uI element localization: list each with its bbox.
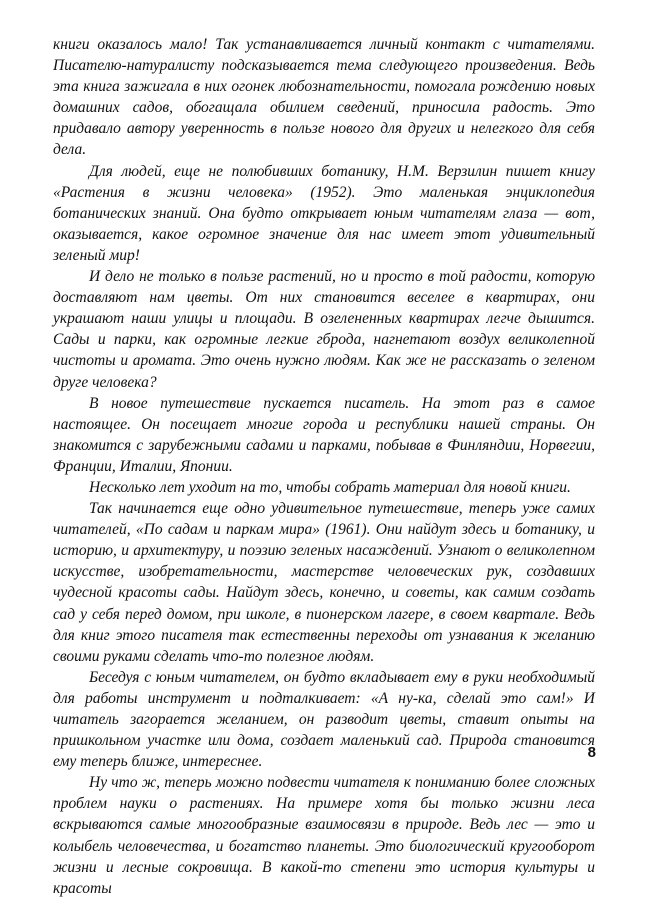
body-text	[53, 34, 595, 899]
paragraph-material: Несколько лет уходит на то, чтобы собрать материал для новой книги.	[89, 478, 571, 496]
paragraph-verzilin-book: Для людей, еще не полюбивших ботанику, Н.М. Верзилин пишет книгу «Растения в жизни человека» (1952). Это маленькая энциклопедия ботанических знаний. Она будто открывает юным читателям глаза — вот, оказывается, какое огромное значение для нас имеет этот удивительный зеленый мир!	[53, 162, 595, 264]
paragraph-continued: книги оказалось мало! Так устанавливается личный контакт с читателями. Писателю-натуралисту подсказывается тема следующего произведения. Ведь эта книга зажигала в них огонек любознательности, помогала рождению новых домашних садов, обогащала обилием сведений, приносила радость. Это придавало автору уверенность в пользе нового для других и нелегкого для себя дела.	[53, 36, 595, 159]
paragraph-young-reader: Беседуя с юным читателем, он будто вкладывает ему в руки необходимый для работы инструмент и подталкивает: «А ну-ка, сделай это сам!» И читатель загорается желанием, он разводит цветы, ставит опыты на пришкольном участке или дома, создает маленький сад. Природа становится ему теперь ближе, интереснее.	[53, 668, 595, 771]
paragraph-forest-life: Ну что ж, теперь можно подвести читателя к пониманию более сложных проблем науки о растениях. На примере хотя бы только жизни леса вскрываются самые многообразные взаимосвязи в природе. Ведь лес — это и колыбель человечества, и богатство планеты. Это биологический кругооборот жизни и лесные сокровища. В какой-то степени это история культуры и красоты	[53, 774, 595, 897]
paragraph-new-journey: В новое путешествие пускается писатель. На этот раз в самое настоящее. Он посещает многие города и республики нашей страны. Он знакомится с зарубежными садами и парками, побывав в Финляндии, Норвегии, Франции, Италии, Японии.	[53, 394, 595, 475]
paragraph-gardens-of-world: Так начинается еще одно удивительное путешествие, теперь уже самих читателей, «По садам и паркам мира» (1961). Они найдут здесь и ботанику, и историю, и архитектуру, и поэзию зеленых насаждений. Узнают о великолепном искусстве, изобретательности, мастерстве человеческих рук, создавших чудесной красоты сады. Найдут здесь, конечно, и советы, как самим создать сад у себя перед домом, при школе, в пионерском лагере, в своем квартале. Ведь для книг этого писателя так естественны переходы от узнавания к желанию своими руками сделать что-то полезное людям.	[53, 500, 595, 665]
page-number: 8	[587, 744, 596, 761]
paragraph-joy-of-flowers: И дело не только в пользе растений, но и просто в той радости, которую доставляют нам цветы. От них становится веселее в квартирах, они украшают наши улицы и площади. В озелененных квартирах легче дышится. Сады и парки, как огромные легкие гброда, нагнетают воздух великолепной чистоты и аромата. Это очень нужно людям. Как же не рассказать о зеленом друге человека?	[53, 268, 595, 391]
